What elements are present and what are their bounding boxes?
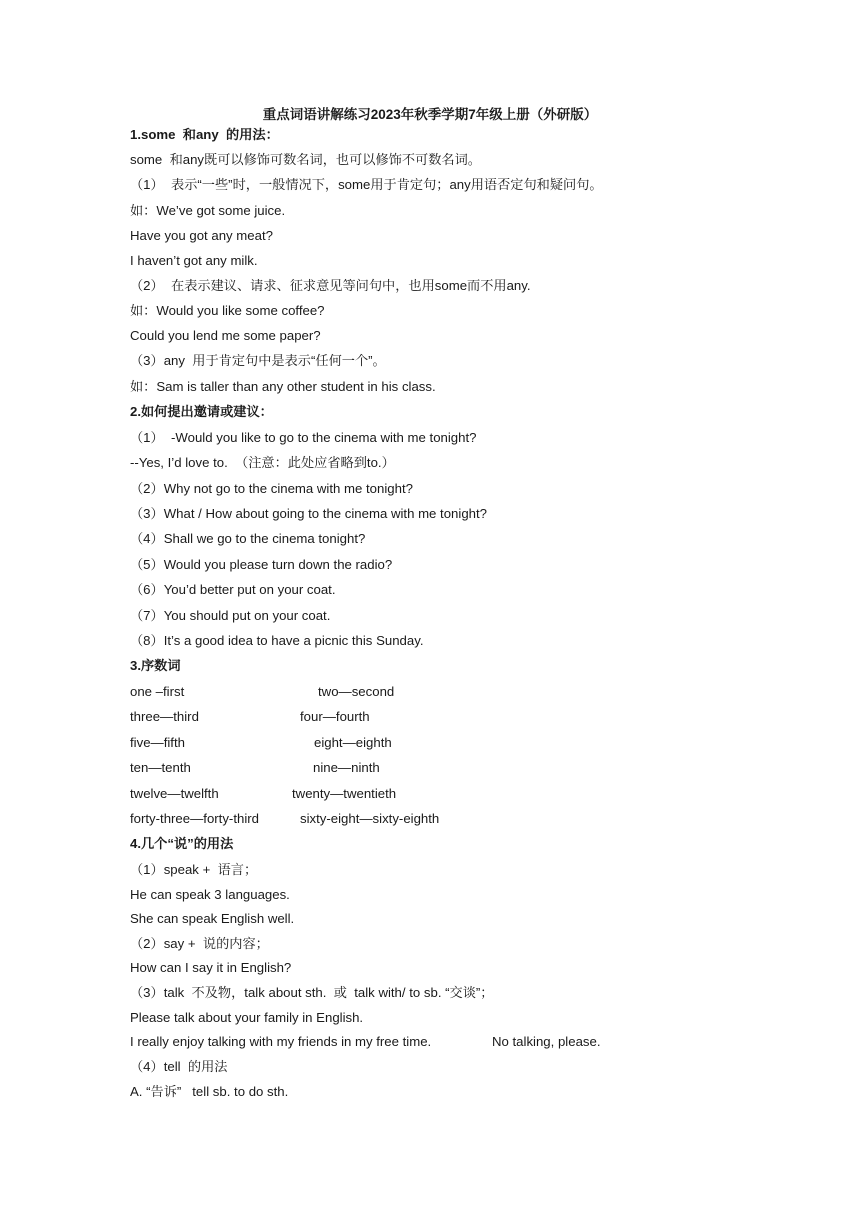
text-line: She can speak English well. [130, 911, 295, 926]
side-note: No talking, please. [492, 1034, 601, 1049]
text-line: （3）talk 不及物，talk about sth. 或 talk with/ to sb. “交谈”； [130, 985, 494, 1000]
text-line: （8）It’s a good idea to have a picnic this Sunday. [130, 633, 424, 648]
text-line: （2）Why not go to the cinema with me tonight? [130, 481, 413, 496]
ordinal-left: three—third [130, 709, 199, 724]
text-line: 如：Sam is taller than any other student in his class. [130, 379, 436, 394]
ordinal-right: eight—eighth [314, 735, 392, 750]
text-line: （6）You’d better put on your coat. [130, 582, 336, 597]
text-line: 如：We’ve got some juice. [130, 203, 286, 218]
document-title: 重点词语讲解练习2023年秋季学期7年级上册（外研版） [262, 107, 598, 122]
section-heading-3: 3.序数词 [130, 658, 181, 673]
section-heading-4: 4.几个“说”的用法 [130, 836, 234, 851]
text-line: 如：Would you like some coffee? [130, 303, 325, 318]
text-line: --Yes, I’d love to. （注意：此处应省略到to.） [130, 455, 395, 470]
text-line: （2）say + 说的内容； [130, 936, 269, 951]
text-line: some 和any既可以修饰可数名词，也可以修饰不可数名词。 [130, 152, 481, 167]
ordinal-right: twenty—twentieth [292, 786, 397, 801]
text-line: I really enjoy talking with my friends in my free time. [130, 1034, 432, 1049]
ordinal-right: two—second [318, 684, 395, 699]
text-line: He can speak 3 languages. [130, 887, 290, 902]
text-line: （7）You should put on your coat. [130, 608, 331, 623]
ordinal-left: ten—tenth [130, 760, 191, 775]
text-line: （4）tell 的用法 [130, 1059, 228, 1074]
text-line: Please talk about your family in English. [130, 1010, 364, 1025]
section-heading-2: 2.如何提出邀请或建议： [130, 404, 273, 419]
text-line: Could you lend me some paper? [130, 328, 321, 343]
ordinal-right: nine—ninth [313, 760, 380, 775]
text-line: （4）Shall we go to the cinema tonight? [130, 531, 366, 546]
text-line: （2） 在表示建议、请求、征求意见等问句中，也用some而不用any. [130, 278, 531, 293]
text-line: I haven’t got any milk. [130, 253, 258, 268]
ordinal-left: twelve—twelfth [130, 786, 219, 801]
text-line: （1） 表示“一些”时，一般情况下，some用于肯定句；any用语否定句和疑问句。 [130, 177, 603, 192]
ordinal-left: one –first [130, 684, 185, 699]
ordinal-left: forty-three—forty-third [130, 811, 259, 826]
ordinal-right: four—fourth [300, 709, 370, 724]
ordinal-right: sixty-eight—sixty-eighth [300, 811, 440, 826]
text-line: （1）speak + 语言； [130, 862, 258, 877]
text-line: （5）Would you please turn down the radio? [130, 557, 393, 572]
text-line: How can I say it in English? [130, 960, 292, 975]
text-line: Have you got any meat? [130, 228, 273, 243]
text-line: （3）any 用于肯定句中是表示“任何一个”。 [130, 353, 386, 368]
ordinal-left: five—fifth [130, 735, 185, 750]
text-line: A. “告诉” tell sb. to do sth. [130, 1084, 289, 1099]
text-line: （1） -Would you like to go to the cinema with me tonight? [130, 430, 477, 445]
text-line: （3）What / How about going to the cinema with me tonight? [130, 506, 487, 521]
section-heading-1: 1.some 和any 的用法： [130, 127, 279, 142]
